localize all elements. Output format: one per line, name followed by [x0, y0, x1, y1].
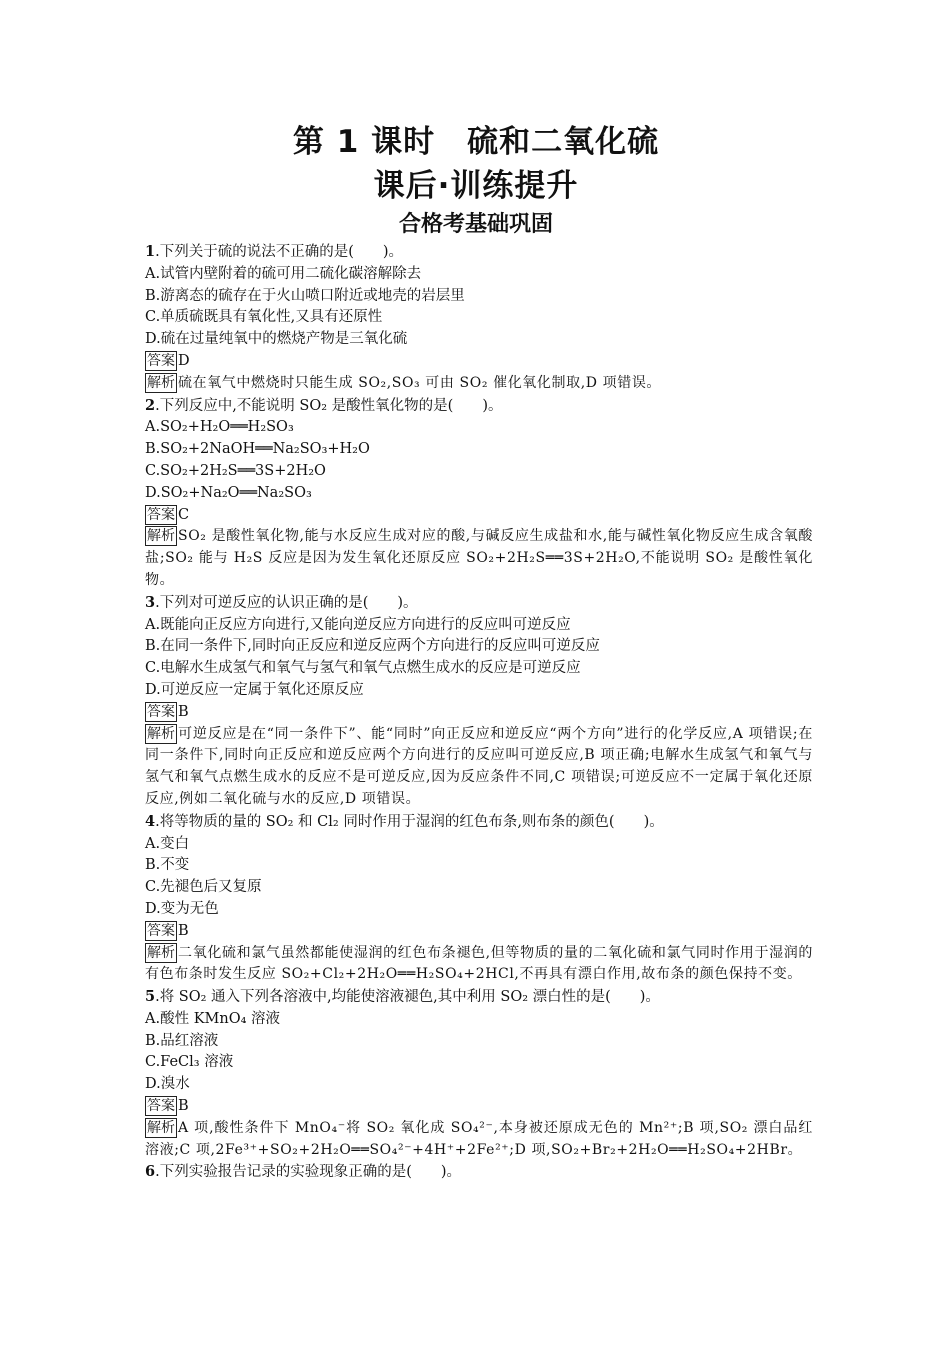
question-number: 4	[145, 812, 156, 830]
answer-tag: 答案	[147, 703, 175, 720]
analysis-row	[145, 526, 813, 591]
option-c: C.单质硫既具有氧化性,又具有还原性	[145, 309, 383, 326]
answer-tag: 答案	[147, 352, 175, 369]
option-d: D.硫在过量纯氧中的燃烧产物是三氧化硫	[145, 331, 408, 348]
question-6-stem: 6.下列实验报告记录的实验现象正确的是( )。	[145, 1163, 462, 1181]
question-list	[145, 241, 813, 1184]
analysis-tag: 解析	[147, 725, 175, 742]
question-3-stem: 3.下列对可逆反应的认识正确的是( )。	[145, 593, 418, 611]
analysis-text: A 项,酸性条件下 MnO₄⁻将 SO₂ 氧化成 SO₄²⁻,本身被还原成无色的 Mn²⁺;B 项,SO₂ 漂白品红溶液;C 项,2Fe³⁺+SO₂+2H₂O══SO₄²⁻+4H⁺+2Fe²⁺;D 项,SO₂+Br₂+2H₂O══H₂SO₄+2HBr。	[145, 1119, 813, 1158]
analysis-row	[145, 1118, 813, 1162]
option-d: D.变为无色	[145, 900, 219, 917]
option-c: C.SO₂+2H₂S══3S+2H₂O	[145, 462, 326, 479]
analysis-text: 可逆反应是在“同一条件下”、能“同时”向正反应和逆反应“两个方向”进行的化学反应,A 项错误;在同一条件下,同时向正反应和逆反应两个方向进行的反应叫可逆反应,B 项正确;电解水生成氢气和氧气与氢气和氧气点燃生成水的反应不是可逆反应,因为反应条件不同,C 项错误;可逆反应不一定属于氧化还原反应,例如二氧化硫与水的反应,D 项错误。	[145, 725, 813, 807]
analysis-text: 二氧化硫和氯气虽然都能使湿润的红色布条褪色,但等物质的量的二氧化硫和氯气同时作用于湿润的有色布条时发生反应 SO₂+Cl₂+2H₂O══H₂SO₄+2HCl,不再具有漂白作用,故布条的颜色保持不变。	[145, 944, 813, 983]
analysis-tag: 解析	[147, 1119, 175, 1136]
analysis-row	[145, 943, 813, 987]
analysis-tag: 解析	[147, 374, 175, 391]
analysis-text: 硫在氧气中燃烧时只能生成 SO₂,SO₃ 可由 SO₂ 催化氧化制取,D 项错误。	[178, 374, 662, 391]
part-title: 合格考基础巩固	[398, 212, 553, 237]
option-b: B.SO₂+2NaOH══Na₂SO₃+H₂O	[145, 441, 370, 458]
option-b: B.不变	[145, 857, 190, 874]
question-number: 5	[145, 988, 156, 1006]
answer-value: B	[178, 703, 189, 720]
option-a: A.酸性 KMnO₄ 溶液	[145, 1010, 281, 1027]
option-d: D.SO₂+Na₂O══Na₂SO₃	[145, 484, 312, 501]
option-a: A.变白	[145, 835, 190, 852]
option-c: C.先褪色后又复原	[145, 879, 262, 896]
answer-row	[145, 702, 813, 724]
question-number: 2	[145, 396, 156, 414]
option-a: A.既能向正反应方向进行,又能向逆反应方向进行的反应叫可逆反应	[145, 616, 571, 633]
analysis-tag: 解析	[147, 528, 175, 545]
answer-value: D	[178, 352, 190, 369]
option-c: C.电解水生成氢气和氧气与氢气和氧气点燃生成水的反应是可逆反应	[145, 660, 581, 677]
question-5-stem: 5.将 SO₂ 通入下列各溶液中,均能使溶液褪色,其中利用 SO₂ 漂白性的是( )。	[145, 988, 660, 1006]
answer-value: C	[178, 506, 190, 523]
question-2-stem: 2.下列反应中,不能说明 SO₂ 是酸性氧化物的是( )。	[145, 396, 503, 414]
section-title: 课后·训练提升	[373, 168, 579, 204]
answer-row	[145, 505, 813, 527]
question-1-stem: 1.下列关于硫的说法不正确的是( )。	[145, 243, 404, 260]
option-b: B.在同一条件下,同时向正反应和逆反应两个方向进行的反应叫可逆反应	[145, 638, 600, 655]
option-b: B.品红溶液	[145, 1032, 219, 1049]
question-number: 3	[145, 593, 156, 611]
answer-value: B	[178, 1098, 189, 1115]
answer-tag: 答案	[147, 1098, 175, 1115]
option-d: D.可逆反应一定属于氧化还原反应	[145, 681, 364, 698]
answer-row	[145, 1096, 813, 1118]
analysis-row	[145, 373, 813, 395]
question-number: 6	[145, 1163, 156, 1181]
option-a: A.SO₂+H₂O══H₂SO₃	[145, 419, 294, 436]
question-number: 1	[145, 243, 156, 260]
answer-tag: 答案	[147, 506, 175, 523]
lesson-title: 第 1 课时 硫和二氧化硫	[292, 124, 660, 160]
option-d: D.溴水	[145, 1076, 190, 1093]
option-b: B.游离态的硫存在于火山喷口附近或地壳的岩层里	[145, 287, 465, 304]
answer-row	[145, 351, 813, 373]
question-4-stem: 4.将等物质的量的 SO₂ 和 Cl₂ 同时作用于湿润的红色布条,则布条的颜色( )。	[145, 812, 664, 830]
answer-tag: 答案	[147, 922, 175, 939]
option-c: C.FeCl₃ 溶液	[145, 1054, 234, 1071]
answer-row	[145, 921, 813, 943]
analysis-tag: 解析	[147, 944, 175, 961]
analysis-text: SO₂ 是酸性氧化物,能与水反应生成对应的酸,与碱反应生成盐和水,能与碱性氧化物反应生成含氧酸盐;SO₂ 能与 H₂S 反应是因为发生氧化还原反应 SO₂+2H₂S══3S+2H₂O,不能说明 SO₂ 是酸性氧化物。	[145, 528, 813, 588]
analysis-row	[145, 724, 813, 811]
answer-value: B	[178, 922, 189, 939]
option-a: A.试管内壁附着的硫可用二硫化碳溶解除去	[145, 265, 422, 282]
